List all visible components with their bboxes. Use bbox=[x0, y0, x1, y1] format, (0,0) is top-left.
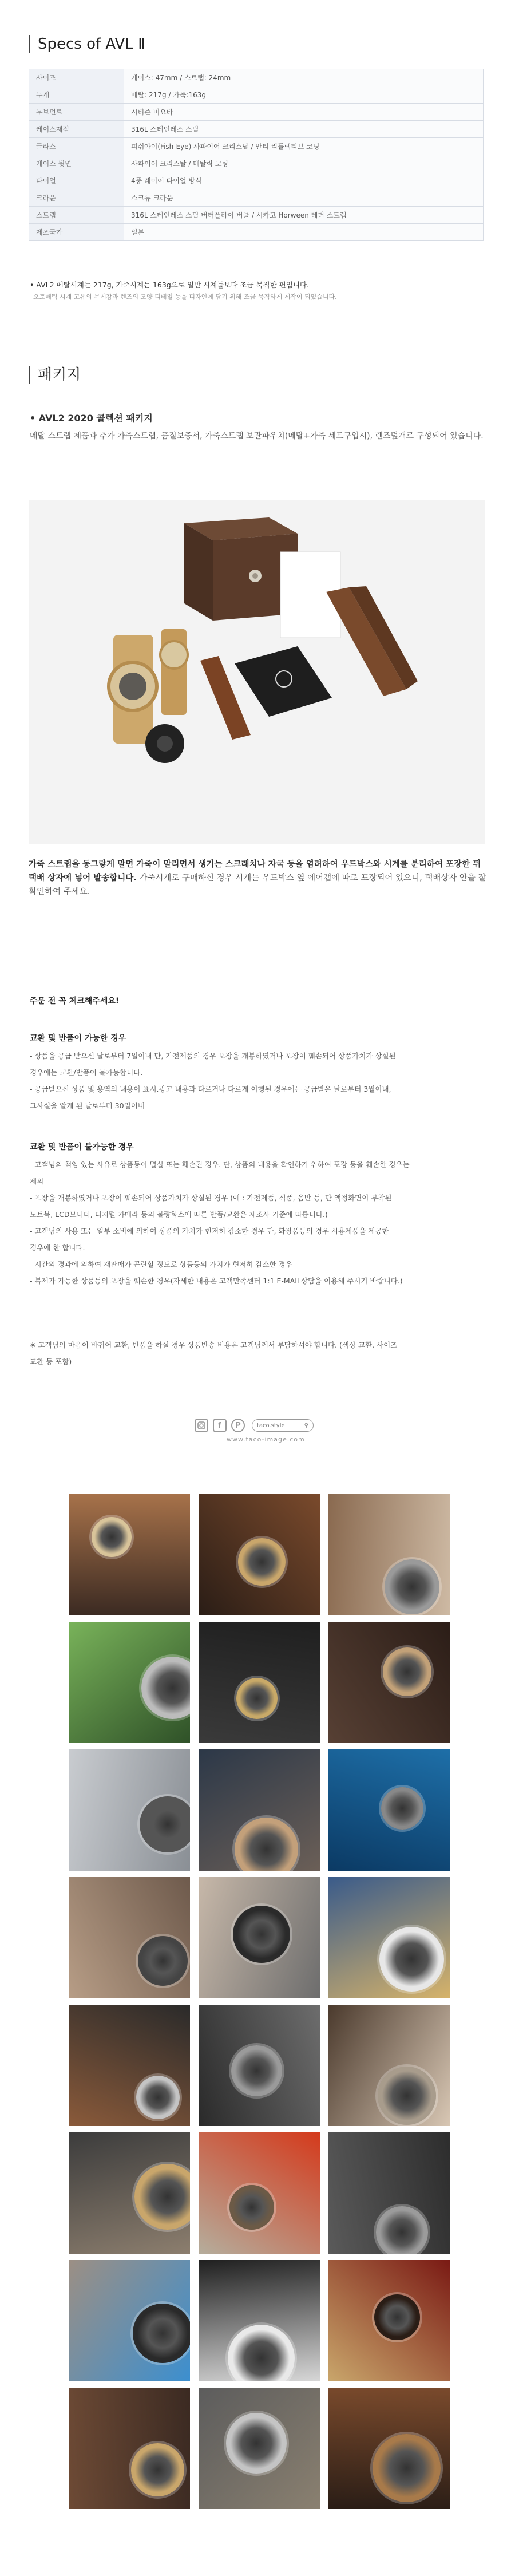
spec-value: 케이스: 47mm / 스트랩: 24mm bbox=[124, 69, 484, 86]
watch-in-photo bbox=[374, 2294, 420, 2340]
gallery-photo[interactable] bbox=[69, 2260, 190, 2381]
gallery-photo[interactable] bbox=[199, 1494, 320, 1615]
spec-value: 4중 레이어 다이얼 방식 bbox=[124, 172, 484, 189]
watch-in-photo bbox=[235, 1818, 298, 1871]
package-title: 패키지 bbox=[29, 366, 81, 384]
gallery-photo[interactable] bbox=[328, 1877, 450, 1998]
gallery-photo[interactable] bbox=[69, 1749, 190, 1871]
watch-in-photo bbox=[373, 2434, 441, 2502]
watch-in-photo bbox=[133, 2304, 190, 2363]
weight-note: • AVL2 메탈시계는 217g, 가죽시계는 163g으로 일반 시계들보다 조금 묵직한 편입니다. bbox=[30, 280, 309, 289]
pinterest-icon[interactable]: P bbox=[231, 1419, 245, 1432]
gallery-photo[interactable] bbox=[199, 1622, 320, 1743]
spec-label: 제조국가 bbox=[29, 224, 124, 241]
gallery-photo[interactable] bbox=[328, 1494, 450, 1615]
spec-value: 메탈: 217g / 가죽:163g bbox=[124, 86, 484, 104]
table-row bbox=[29, 104, 484, 121]
notice-line: - 고객님의 사용 또는 일부 소비에 의하여 상품의 가치가 현저히 감소한 경우 단, 화장품등의 경우 시용제품을 제공한 bbox=[30, 1227, 389, 1235]
strap-shipping-note-rest: 가죽시계로 구매하신 경우 시계는 우드박스 옆 에어캡에 따로 포장되어 있으니, 택배상자 안을 잘 확인하여 주세요. bbox=[29, 874, 486, 896]
spec-value: 일본 bbox=[124, 224, 484, 241]
gallery-photo[interactable] bbox=[69, 2388, 190, 2509]
notice-line: 교환 등 포함) bbox=[30, 1357, 72, 1366]
strap-shipping-note bbox=[29, 858, 486, 899]
notice-line: - 포장을 개봉하였거나 포장이 훼손되어 상품가치가 상실된 경우 (예 : 가전제품, 식품, 음반 등, 단 액정화면이 부착된 bbox=[30, 1194, 392, 1202]
package-product-photo bbox=[29, 500, 485, 844]
gallery-photo[interactable] bbox=[328, 2260, 450, 2381]
table-row bbox=[29, 86, 484, 104]
spec-label: 케이스 뒷면 bbox=[29, 155, 124, 172]
return-cost-note bbox=[30, 1337, 488, 1370]
watch-in-photo bbox=[228, 2325, 295, 2381]
spec-value: 316L 스테인레스 스틸 버터플라이 버클 / 시카고 Horween 레더 스트랩 bbox=[124, 207, 484, 224]
notice-line: 제외 bbox=[30, 1177, 44, 1186]
spec-label: 케이스재질 bbox=[29, 121, 124, 138]
search-icon: ⚲ bbox=[304, 1422, 308, 1429]
gallery-photo[interactable] bbox=[199, 2132, 320, 2254]
notice-line: 경우에 한 합니다. bbox=[30, 1243, 85, 1252]
watch-in-photo bbox=[136, 2076, 180, 2119]
gallery-photo[interactable] bbox=[328, 2005, 450, 2126]
social-bar bbox=[195, 1417, 326, 1434]
gallery-photo[interactable] bbox=[199, 2260, 320, 2381]
spec-value: 시티즌 미요타 bbox=[124, 104, 484, 121]
spec-label: 무브먼트 bbox=[29, 104, 124, 121]
watch-in-photo bbox=[92, 1517, 132, 1557]
spec-label: 스트랩 bbox=[29, 207, 124, 224]
table-row bbox=[29, 189, 484, 207]
watch-in-photo bbox=[141, 1657, 190, 1719]
notice-line: - 시간의 경과에 의하여 재판매가 곤란할 정도로 상품등의 가치가 현저히 감소한 경우 bbox=[30, 1260, 292, 1269]
notice-title: 주문 전 꼭 체크해주세요! bbox=[30, 997, 120, 1006]
site-url[interactable]: www.taco-image.com bbox=[227, 1436, 305, 1443]
watch-in-photo bbox=[226, 2413, 287, 2474]
exchange-not-allowed-block bbox=[30, 1139, 488, 1289]
watch-in-photo bbox=[131, 2443, 184, 2496]
watch-in-photo bbox=[229, 2185, 274, 2230]
specs-table bbox=[29, 69, 484, 241]
gallery-photo[interactable] bbox=[328, 1622, 450, 1743]
gallery-photo[interactable] bbox=[69, 1494, 190, 1615]
notice-line: 경우에는 교환/반품이 불가능합니다. bbox=[30, 1068, 143, 1077]
gallery-photo[interactable] bbox=[199, 2388, 320, 2509]
gallery-photo[interactable] bbox=[69, 2005, 190, 2126]
notice-line: ※ 고객님의 마음이 바뀌어 교환, 반품을 하실 경우 상품반송 비용은 고객님께서 부담하셔야 합니다. (색상 교환, 사이즈 bbox=[30, 1341, 398, 1349]
spec-value: 사파이어 크리스탈 / 메탈릭 코팅 bbox=[124, 155, 484, 172]
spec-value: 피쉬아이(Fish-Eye) 사파이어 크리스탈 / 안티 리플렉티브 코팅 bbox=[124, 138, 484, 155]
gallery-photo[interactable] bbox=[69, 2132, 190, 2254]
notice-line: 그사실을 알게 된 날로부터 30일이내 bbox=[30, 1101, 145, 1110]
table-row bbox=[29, 69, 484, 86]
package-subtitle: • AVL2 2020 콜렉션 패키지 bbox=[30, 413, 153, 424]
weight-note-detail: 오토매틱 시계 고유의 무게감과 렌즈의 모양 디테일 등을 디자인에 담기 위해 조금 묵직하게 제작이 되었습니다. bbox=[33, 293, 337, 301]
exchange-allowed-heading: 교환 및 반품이 가능한 경우 bbox=[30, 1034, 126, 1043]
watch-in-photo bbox=[383, 1647, 431, 1696]
table-row bbox=[29, 224, 484, 241]
gallery-photo[interactable] bbox=[199, 1749, 320, 1871]
spec-label: 크라운 bbox=[29, 189, 124, 207]
table-row bbox=[29, 138, 484, 155]
instagram-icon[interactable] bbox=[195, 1419, 208, 1432]
notice-line: - 공급받으신 상품 및 용역의 내용이 표시.광고 내용과 다르거나 다르게 이행된 경우에는 공급받은 날로부터 3월이내, bbox=[30, 1085, 391, 1093]
gallery-photo[interactable] bbox=[69, 1622, 190, 1743]
table-row bbox=[29, 207, 484, 224]
watch-in-photo bbox=[231, 2045, 282, 2096]
watch-in-photo bbox=[238, 1538, 286, 1586]
gallery-photo[interactable] bbox=[199, 2005, 320, 2126]
watch-in-photo bbox=[233, 1906, 290, 1963]
notice-line: - 상품을 공급 받으신 날로부터 7일이내 단, 가전제품의 경우 포장을 개봉하였거나 포장이 훼손되어 상품가치가 상실된 bbox=[30, 1052, 396, 1060]
watch-in-photo bbox=[134, 2164, 190, 2230]
watch-in-photo bbox=[236, 1678, 278, 1719]
notice-line: - 고객님의 책임 있는 사유로 상품등이 멸실 또는 훼손된 경우. 단, 상품의 내용을 확인하기 위하여 포장 등을 훼손한 경우는 bbox=[30, 1160, 410, 1169]
spec-label: 다이얼 bbox=[29, 172, 124, 189]
exchange-allowed-block bbox=[30, 1030, 488, 1114]
watch-in-photo bbox=[376, 2206, 428, 2254]
table-row bbox=[29, 155, 484, 172]
watch-in-photo bbox=[378, 2067, 436, 2125]
gallery-photo[interactable] bbox=[328, 2388, 450, 2509]
spec-value: 316L 스테인레스 스틸 bbox=[124, 121, 484, 138]
search-input[interactable] bbox=[252, 1419, 314, 1432]
notice-line: - 복제가 가능한 상품등의 포장을 훼손한 경우(자세한 내용은 고객만족센터 1:1 E-MAIL상담을 이용해 주시기 바랍니다.) bbox=[30, 1277, 403, 1285]
spec-label: 무게 bbox=[29, 86, 124, 104]
photo-gallery bbox=[69, 1494, 450, 2509]
watch-in-photo bbox=[381, 1787, 423, 1830]
package-description: 메탈 스트랩 제품과 추가 가죽스트랩, 품질보증서, 가죽스트랩 보관파우치(메탈+가죽 세트구입시), 렌즈덮개로 구성되어 있습니다. bbox=[30, 432, 484, 441]
gallery-photo[interactable] bbox=[199, 1877, 320, 1998]
facebook-icon[interactable]: f bbox=[213, 1419, 227, 1432]
watch-in-photo bbox=[379, 1927, 444, 1992]
exchange-not-allowed-heading: 교환 및 반품이 불가능한 경우 bbox=[30, 1143, 134, 1152]
spec-label: 사이즈 bbox=[29, 69, 124, 86]
watch-in-photo bbox=[385, 1559, 439, 1614]
watch-in-photo bbox=[140, 1796, 190, 1852]
specs-title: Specs of AVL Ⅱ bbox=[29, 35, 145, 53]
gallery-photo[interactable] bbox=[328, 2132, 450, 2254]
gallery-photo[interactable] bbox=[328, 1749, 450, 1871]
watch-in-photo bbox=[138, 1936, 188, 1986]
notice-line: 노트북, LCD모니터, 디지털 카메라 등의 불량화소에 따른 반품/교환은 제조사 기준에 따릅니다.) bbox=[30, 1210, 328, 1219]
table-row bbox=[29, 172, 484, 189]
strap-shipping-note-bold: 가죽 스트랩을 동그랗게 말면 가죽이 말리면서 생기는 스크래치나 자국 등을 염려하여 우드박스와 시계를 분리하여 포장한 뒤 택배 상자에 넣어 발송합니다. bbox=[29, 860, 481, 883]
spec-label: 글라스 bbox=[29, 138, 124, 155]
spec-value: 스크류 크라운 bbox=[124, 189, 484, 207]
table-row bbox=[29, 121, 484, 138]
gallery-photo[interactable] bbox=[69, 1877, 190, 1998]
search-label: taco.style bbox=[257, 1422, 285, 1429]
